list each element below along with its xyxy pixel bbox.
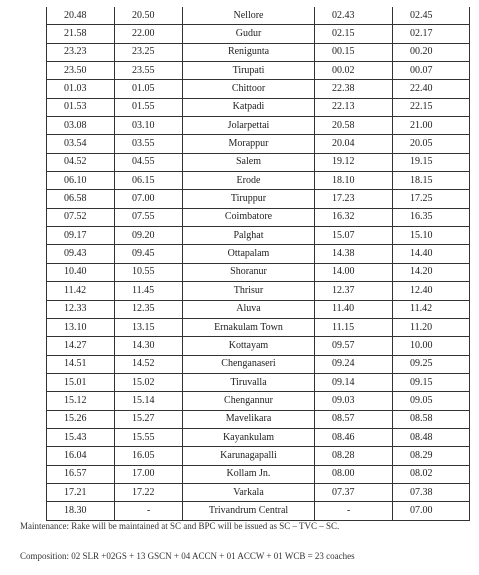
- arrival-time-cell: 15.12: [47, 392, 115, 410]
- station-cell: Chenganaseri: [183, 355, 315, 373]
- station-cell: Kollam Jn.: [183, 465, 315, 483]
- arrival-time-cell: 10.40: [47, 263, 115, 281]
- station-cell: Aluva: [183, 300, 315, 318]
- departure-time-cell: 23.25: [115, 43, 183, 61]
- arrival-time-cell: 09.43: [47, 245, 115, 263]
- return-arrival-cell: 08.57: [315, 410, 393, 428]
- return-arrival-cell: 02.15: [315, 25, 393, 43]
- arrival-time-cell: 07.52: [47, 208, 115, 226]
- return-arrival-cell: 14.00: [315, 263, 393, 281]
- return-departure-cell: 09.05: [393, 392, 470, 410]
- return-arrival-cell: 20.58: [315, 117, 393, 135]
- table-row: [47, 373, 470, 391]
- departure-time-cell: -: [115, 502, 183, 520]
- table-row: [47, 502, 470, 520]
- station-cell: Kottayam: [183, 337, 315, 355]
- table-row: [47, 245, 470, 263]
- station-cell: Tirupati: [183, 62, 315, 80]
- departure-time-cell: 14.30: [115, 337, 183, 355]
- table-row: [47, 483, 470, 501]
- composition-note: Composition: 02 SLR +02GS + 13 GSCN + 04 ACCN + 01 ACCW + 01 WCB = 23 coaches: [20, 551, 355, 561]
- return-departure-cell: 14.20: [393, 263, 470, 281]
- arrival-time-cell: 16.04: [47, 447, 115, 465]
- departure-time-cell: 01.05: [115, 80, 183, 98]
- table-row: [47, 62, 470, 80]
- arrival-time-cell: 16.57: [47, 465, 115, 483]
- return-arrival-cell: 09.03: [315, 392, 393, 410]
- return-arrival-cell: 14.38: [315, 245, 393, 263]
- return-arrival-cell: 09.24: [315, 355, 393, 373]
- return-departure-cell: 22.40: [393, 80, 470, 98]
- return-departure-cell: 12.40: [393, 282, 470, 300]
- table-row: [47, 135, 470, 153]
- table-row: [47, 300, 470, 318]
- station-cell: Renigunta: [183, 43, 315, 61]
- table-row: [47, 282, 470, 300]
- return-arrival-cell: 09.57: [315, 337, 393, 355]
- departure-time-cell: 15.14: [115, 392, 183, 410]
- return-arrival-cell: 15.07: [315, 227, 393, 245]
- table-row: [47, 465, 470, 483]
- arrival-time-cell: 15.43: [47, 428, 115, 446]
- station-cell: Shoranur: [183, 263, 315, 281]
- return-departure-cell: 09.25: [393, 355, 470, 373]
- station-cell: Erode: [183, 172, 315, 190]
- departure-time-cell: 01.55: [115, 98, 183, 116]
- table-row: [47, 447, 470, 465]
- table-row: [47, 263, 470, 281]
- return-arrival-cell: 08.28: [315, 447, 393, 465]
- station-cell: Gudur: [183, 25, 315, 43]
- arrival-time-cell: 01.03: [47, 80, 115, 98]
- station-cell: Tiruvalla: [183, 373, 315, 391]
- return-departure-cell: 19.15: [393, 153, 470, 171]
- arrival-time-cell: 14.51: [47, 355, 115, 373]
- departure-time-cell: 15.02: [115, 373, 183, 391]
- return-departure-cell: 02.45: [393, 7, 470, 25]
- arrival-time-cell: 04.52: [47, 153, 115, 171]
- table-row: [47, 190, 470, 208]
- departure-time-cell: 15.27: [115, 410, 183, 428]
- table-row: [47, 172, 470, 190]
- arrival-time-cell: 06.10: [47, 172, 115, 190]
- departure-time-cell: 07.00: [115, 190, 183, 208]
- departure-time-cell: 12.35: [115, 300, 183, 318]
- departure-time-cell: 03.55: [115, 135, 183, 153]
- return-arrival-cell: 19.12: [315, 153, 393, 171]
- return-departure-cell: 14.40: [393, 245, 470, 263]
- return-arrival-cell: 16.32: [315, 208, 393, 226]
- station-cell: Varkala: [183, 483, 315, 501]
- departure-time-cell: 14.52: [115, 355, 183, 373]
- station-cell: Katpadi: [183, 98, 315, 116]
- table-row: [47, 117, 470, 135]
- return-departure-cell: 20.05: [393, 135, 470, 153]
- table-row: [47, 355, 470, 373]
- station-cell: Jolarpettai: [183, 117, 315, 135]
- return-arrival-cell: 12.37: [315, 282, 393, 300]
- return-departure-cell: 15.10: [393, 227, 470, 245]
- arrival-time-cell: 03.08: [47, 117, 115, 135]
- table-row: [47, 318, 470, 336]
- departure-time-cell: 16.05: [115, 447, 183, 465]
- timetable: [46, 7, 470, 521]
- arrival-time-cell: 13.10: [47, 318, 115, 336]
- departure-time-cell: 13.15: [115, 318, 183, 336]
- station-cell: Tiruppur: [183, 190, 315, 208]
- return-departure-cell: 22.15: [393, 98, 470, 116]
- station-cell: Kayankulam: [183, 428, 315, 446]
- station-cell: Palghat: [183, 227, 315, 245]
- return-arrival-cell: 08.00: [315, 465, 393, 483]
- departure-time-cell: 17.22: [115, 483, 183, 501]
- station-cell: Chittoor: [183, 80, 315, 98]
- station-cell: Ernakulam Town: [183, 318, 315, 336]
- return-departure-cell: 17.25: [393, 190, 470, 208]
- return-arrival-cell: 17.23: [315, 190, 393, 208]
- return-departure-cell: 08.02: [393, 465, 470, 483]
- return-departure-cell: 00.07: [393, 62, 470, 80]
- return-departure-cell: 10.00: [393, 337, 470, 355]
- departure-time-cell: 15.55: [115, 428, 183, 446]
- departure-time-cell: 09.20: [115, 227, 183, 245]
- arrival-time-cell: 15.26: [47, 410, 115, 428]
- arrival-time-cell: 18.30: [47, 502, 115, 520]
- return-departure-cell: 11.20: [393, 318, 470, 336]
- return-arrival-cell: 00.15: [315, 43, 393, 61]
- station-cell: Mavelikara: [183, 410, 315, 428]
- return-departure-cell: 08.58: [393, 410, 470, 428]
- table-row: [47, 153, 470, 171]
- arrival-time-cell: 09.17: [47, 227, 115, 245]
- departure-time-cell: 17.00: [115, 465, 183, 483]
- station-cell: Nellore: [183, 7, 315, 25]
- station-cell: Karunagapalli: [183, 447, 315, 465]
- table-row: [47, 7, 470, 25]
- return-departure-cell: 16.35: [393, 208, 470, 226]
- return-arrival-cell: 18.10: [315, 172, 393, 190]
- departure-time-cell: 07.55: [115, 208, 183, 226]
- return-departure-cell: 08.29: [393, 447, 470, 465]
- return-departure-cell: 02.17: [393, 25, 470, 43]
- return-arrival-cell: 11.15: [315, 318, 393, 336]
- station-cell: Coimbatore: [183, 208, 315, 226]
- arrival-time-cell: 23.50: [47, 62, 115, 80]
- station-cell: Ottapalam: [183, 245, 315, 263]
- return-arrival-cell: 22.38: [315, 80, 393, 98]
- arrival-time-cell: 14.27: [47, 337, 115, 355]
- arrival-time-cell: 21.58: [47, 25, 115, 43]
- departure-time-cell: 09.45: [115, 245, 183, 263]
- return-arrival-cell: 22.13: [315, 98, 393, 116]
- return-arrival-cell: -: [315, 502, 393, 520]
- return-arrival-cell: 11.40: [315, 300, 393, 318]
- arrival-time-cell: 17.21: [47, 483, 115, 501]
- arrival-time-cell: 23.23: [47, 43, 115, 61]
- arrival-time-cell: 03.54: [47, 135, 115, 153]
- return-departure-cell: 07.38: [393, 483, 470, 501]
- table-row: [47, 208, 470, 226]
- arrival-time-cell: 15.01: [47, 373, 115, 391]
- return-arrival-cell: 00.02: [315, 62, 393, 80]
- return-arrival-cell: 20.04: [315, 135, 393, 153]
- station-cell: Thrisur: [183, 282, 315, 300]
- departure-time-cell: 11.45: [115, 282, 183, 300]
- arrival-time-cell: 06.58: [47, 190, 115, 208]
- return-departure-cell: 21.00: [393, 117, 470, 135]
- table-row: [47, 98, 470, 116]
- station-cell: Morappur: [183, 135, 315, 153]
- arrival-time-cell: 12.33: [47, 300, 115, 318]
- table-row: [47, 428, 470, 446]
- arrival-time-cell: 11.42: [47, 282, 115, 300]
- departure-time-cell: 20.50: [115, 7, 183, 25]
- arrival-time-cell: 20.48: [47, 7, 115, 25]
- return-departure-cell: 09.15: [393, 373, 470, 391]
- departure-time-cell: 23.55: [115, 62, 183, 80]
- return-arrival-cell: 02.43: [315, 7, 393, 25]
- departure-time-cell: 03.10: [115, 117, 183, 135]
- timetable-body: [47, 7, 470, 520]
- return-departure-cell: 00.20: [393, 43, 470, 61]
- departure-time-cell: 04.55: [115, 153, 183, 171]
- return-departure-cell: 11.42: [393, 300, 470, 318]
- arrival-time-cell: 01.53: [47, 98, 115, 116]
- departure-time-cell: 22.00: [115, 25, 183, 43]
- return-arrival-cell: 08.46: [315, 428, 393, 446]
- station-cell: Salem: [183, 153, 315, 171]
- station-cell: Chengannur: [183, 392, 315, 410]
- departure-time-cell: 06.15: [115, 172, 183, 190]
- return-arrival-cell: 07.37: [315, 483, 393, 501]
- table-row: [47, 25, 470, 43]
- return-departure-cell: 08.48: [393, 428, 470, 446]
- table-row: [47, 337, 470, 355]
- return-departure-cell: 07.00: [393, 502, 470, 520]
- station-cell: Trivandrum Central: [183, 502, 315, 520]
- maintenance-note: Maintenance: Rake will be maintained at SC and BPC will be issued as SC – TVC – SC.: [20, 521, 340, 531]
- table-row: [47, 227, 470, 245]
- return-arrival-cell: 09.14: [315, 373, 393, 391]
- departure-time-cell: 10.55: [115, 263, 183, 281]
- table-row: [47, 80, 470, 98]
- table-row: [47, 410, 470, 428]
- table-row: [47, 392, 470, 410]
- return-departure-cell: 18.15: [393, 172, 470, 190]
- table-row: [47, 43, 470, 61]
